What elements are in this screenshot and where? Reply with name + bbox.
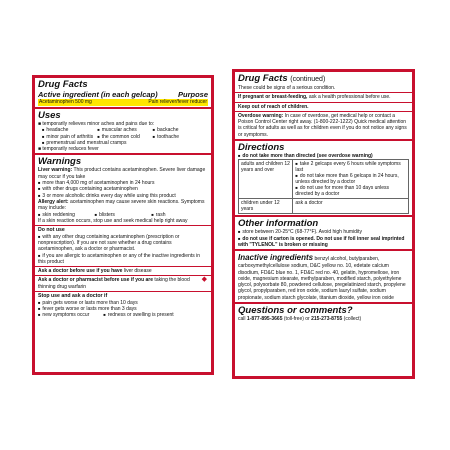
allergy-grid	[38, 212, 208, 218]
table-row	[239, 160, 409, 199]
panel-title: Drug Facts	[38, 79, 88, 90]
ingredient-name: Acetaminophen 500 mg	[39, 99, 92, 105]
pregnancy-label: If pregnant or breast-feeding,	[238, 94, 308, 101]
use-item: ■ backache	[153, 127, 208, 133]
questions-title: Questions or comments?	[238, 305, 353, 317]
liver-warning-label: Liver warning:	[38, 167, 73, 174]
inactive-text: benzyl alcohol, butylparaben, carboxymethylcellulose sodium, D&C yellow no. 10, edetate calcium disodium, FD&C blue no. 1, FD&C red no. 40, gelatin, hypromellose, iron oxide, magnesium stearate, methylparaben, modified starch, polyethylene glycol, polysorbate 80, powdered cellulose, pregelatinized starch, propylene glycol, propylparaben, red iron oxide, sodium lauryl sulfate, sodium propionate, sodium starch glycolate, titanium dioxide, yellow iron oxide	[238, 256, 406, 301]
directions-section	[235, 141, 412, 217]
call-label: call	[238, 316, 247, 323]
liver-item: ■ 3 or more alcoholic drinks every day while using this product	[38, 193, 208, 199]
directions-title: Directions	[238, 142, 285, 154]
use-item: ■ muscular aches	[97, 127, 152, 133]
uses-intro: ■ temporarily relieves minor aches and pains due to:	[38, 121, 155, 127]
do-not-use-item: ■ with any other drug containing acetaminophen (prescription or nonprescription). If you are not sure whether a drug contains acetaminophen, ask a doctor or pharmacist.	[38, 234, 208, 253]
directions-table	[238, 159, 409, 214]
keep-out-text: Keep out of reach of children.	[238, 103, 309, 110]
do-not-use-item: ■ if you are allergic to acetaminophen or any of the inactive ingredients in this product	[38, 253, 208, 266]
other-info-item: ■ do not use if carton is opened. Do not use if foil inner seal imprinted with "TYLENOL" is broken or missing	[238, 236, 409, 249]
uses-grid	[38, 127, 208, 140]
ask-doctor-text: liver disease	[122, 268, 152, 275]
stop-item: ■ fever gets worse or lasts more than 3 days	[38, 306, 208, 312]
phone-collect[interactable]: 215-273-8755	[311, 316, 343, 323]
allergy-item: ■ rash	[151, 212, 208, 218]
ask-pharm-text: taking the blood thinning drug warfarin	[38, 277, 190, 290]
ask-pharmacist	[38, 277, 208, 290]
allergy-item: ■ skin reddening	[38, 212, 95, 218]
allergy-end: If a skin reaction occurs, stop use and seek medical help right away	[38, 217, 188, 224]
continued-section	[235, 72, 412, 141]
pregnancy-section	[235, 92, 412, 100]
warnings-title: Warnings	[38, 156, 82, 168]
phone-collect-note: (collect)	[342, 316, 362, 323]
stop-use-title: Stop use and ask a doctor if	[38, 293, 108, 300]
directions-bullet: ■ do not take more than directed (see overdose warning)	[238, 153, 409, 159]
allergy-alert	[38, 199, 208, 212]
overdose-label: Overdose warning:	[238, 112, 284, 119]
warnings-section	[35, 155, 211, 319]
directions-what: ask a doctor	[293, 199, 409, 214]
overdose-section	[235, 111, 412, 138]
other-info-title: Other information	[238, 218, 319, 230]
active-ingredient-heading: Active ingredient (in each gelcap)	[38, 90, 158, 99]
stop-item: ■ redness or swelling is present	[103, 312, 173, 318]
allergy-text: acetaminophen may cause severe skin reactions. Symptoms may include:	[38, 198, 205, 212]
active-ingredient-row	[38, 99, 208, 106]
do-not-use-title: Do not use	[38, 227, 65, 234]
contact-line	[238, 316, 409, 322]
other-info-section	[235, 217, 412, 251]
ask-doctor-label: Ask a doctor before use if you have	[38, 268, 123, 275]
panel-title: Drug Facts	[238, 73, 288, 84]
inactive-title: Inactive ingredients	[238, 253, 314, 263]
use-item: ■ the common cold	[97, 134, 152, 140]
uses-fever: ■ temporarily reduces fever	[38, 146, 99, 153]
serious-condition-note: These could be signs of a serious condition.	[238, 85, 336, 91]
directions-who: adults and children 12 years and over	[239, 160, 293, 199]
continue-arrow-icon: ◆	[201, 276, 207, 284]
direction-item: ■ do not take more than 6 gelcaps in 24 hours, unless directed by a doctor	[295, 173, 406, 185]
liver-warning-text: This product contains acetaminophen. Severe liver damage may occur if you take	[38, 167, 206, 180]
ask-doctor-section	[35, 266, 211, 274]
stop-item: ■ pain gets worse or lasts more than 10 days	[38, 300, 208, 306]
inactive-ingredients-section	[235, 251, 412, 304]
pregnancy-text: ask a health professional before use.	[307, 94, 391, 101]
directions-what	[293, 160, 409, 199]
overdose-text: In case of overdose, get medical help or contact a Poison Control Center right away. (1-800-222-1222) Quick medical attention is critical for adults as well as for children even if you do not notice any signs or symptoms.	[238, 112, 407, 138]
drug-facts-panel-right	[232, 69, 415, 379]
phone-tollfree-note: (toll-free) or	[282, 316, 312, 323]
phone-tollfree[interactable]: 1-877-895-3665	[246, 316, 283, 323]
stop-item: ■ new symptoms occur	[38, 312, 89, 318]
use-item: ■ headache	[42, 127, 97, 133]
uses-section	[35, 109, 211, 155]
active-ingredient-header	[38, 90, 208, 99]
pregnancy-warning	[238, 94, 409, 100]
stop-use-section	[35, 291, 211, 318]
direction-item: ■ take 2 gelcaps every 6 hours while symptoms last	[295, 161, 406, 173]
ask-doctor	[38, 268, 208, 274]
purpose-heading: Purpose	[177, 90, 208, 99]
liver-item: ■ more than 4,000 mg of acetaminophen in 24 hours	[38, 180, 208, 186]
do-not-use-section	[35, 225, 211, 265]
directions-who: children under 12 years	[239, 199, 293, 214]
overdose-warning	[238, 113, 409, 138]
use-item: ■ premenstrual and menstrual cramps	[42, 140, 126, 146]
keep-out-section	[235, 102, 412, 110]
use-item: ■ minor pain of arthritis	[42, 134, 97, 140]
allergy-item: ■ blisters	[95, 212, 152, 218]
panel-title-continued	[238, 73, 409, 85]
drug-facts-panel-left	[32, 75, 214, 375]
liver-warning	[38, 167, 208, 180]
allergy-label: Allergy alert:	[38, 198, 69, 205]
inactive-ingredients	[238, 252, 409, 301]
ingredient-purpose: Pain reliever/fever reducer	[148, 99, 207, 105]
liver-item: ■ with other drugs containing acetaminophen	[38, 186, 208, 192]
questions-section	[235, 304, 412, 323]
continued-label: (continued)	[290, 76, 326, 83]
other-info-item: ■ store between 20-25°C (68-77°F). Avoid high humidity	[238, 229, 409, 235]
table-row	[239, 199, 409, 214]
uses-title: Uses	[38, 110, 61, 121]
header-section	[35, 78, 211, 109]
direction-item: ■ do not use for more than 10 days unless directed by a doctor	[295, 185, 406, 197]
ask-pharmacist-section	[35, 275, 211, 290]
use-item: ■ toothache	[153, 134, 208, 140]
ask-pharm-label: Ask a doctor or pharmacist before use if you are	[38, 277, 154, 284]
stop-item-row	[38, 312, 208, 318]
